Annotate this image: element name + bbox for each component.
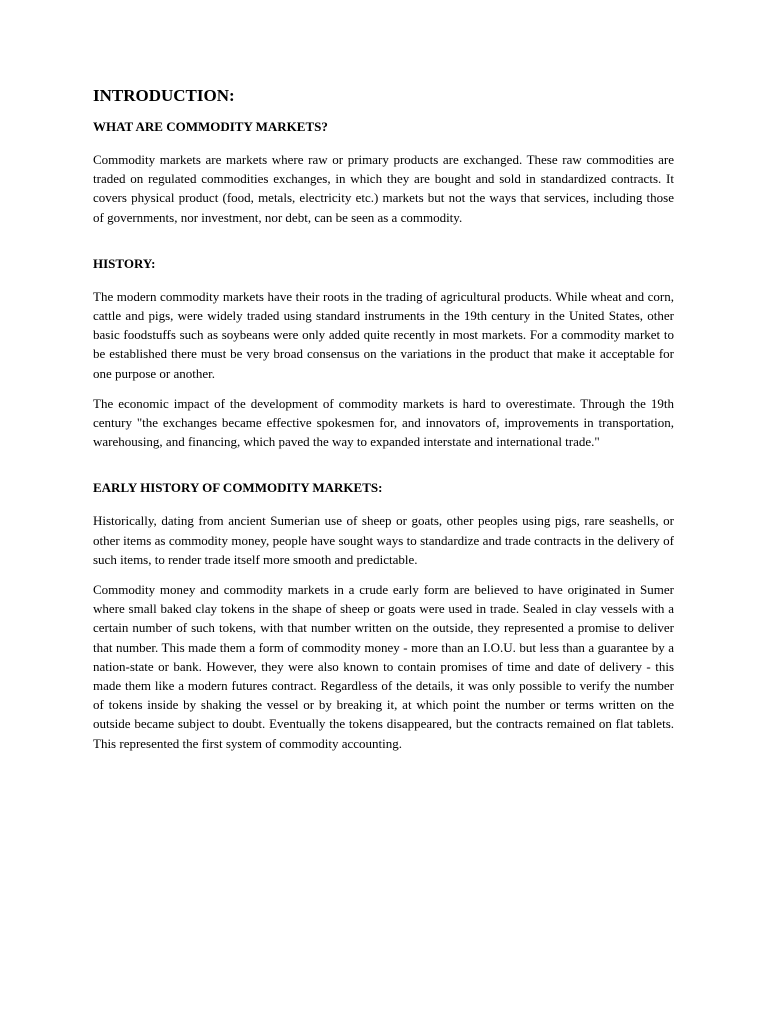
paragraph: The economic impact of the development of commodity markets is hard to overestimate. Through the 19th century "the exchanges became effective spokesmen for, and innovators of, improvements in transportation, warehousing, and financing, which paved the way to expanded interstate and international trade." (93, 395, 674, 450)
section-heading-early-history: EARLY HISTORY OF COMMODITY MARKETS: (93, 480, 383, 496)
section-heading-history: HISTORY: (93, 255, 156, 271)
paragraph: Historically, dating from ancient Sumerian use of sheep or goats, other peoples using pigs, rare seashells, or other items as commodity money, people have sought ways to standardize and trade contracts in the delivery of such items, to render trade itself more smooth and predictable. (93, 513, 674, 567)
paragraph: The modern commodity markets have their roots in the trading of agricultural products. While wheat and corn, cattle and pigs, were widely traded using standard instruments in the 19th century in the United States, other basic foodstuffs such as soybeans were only added quite recently in most markets. For a commodity market to be established there must be very broad consensus on the variations in the product that make it acceptable for one purpose or another. (93, 288, 674, 381)
document-page (93, 86, 674, 764)
section-heading-what-are-commodity-markets: WHAT ARE COMMODITY MARKETS? (93, 119, 328, 134)
document-title: INTRODUCTION: (93, 86, 235, 105)
paragraph: Commodity markets are markets where raw or primary products are exchanged. These raw commodities are traded on regulated commodities exchanges, in which they are bought and sold in standardized contracts. It covers physical product (food, metals, electricity etc.) markets but not the ways that services, including those of governments, nor investment, nor debt, can be seen as a commodity. (93, 152, 674, 225)
paragraph: Commodity money and commodity markets in a crude early form are believed to have originated in Sumer where small baked clay tokens in the shape of sheep or goats were used in trade. Sealed in clay vessels with a certain number of such tokens, with that number written on the outside, they represented a promise to deliver that number. This made them a form of commodity money - more than an I.O.U. but less than a guarantee by a nation-state or bank. However, they were also known to contain promises of time and date of delivery - this made them like a modern futures contract. Regardless of the details, it was only possible to verify the number of tokens inside by shaking the vessel or by breaking it, at which point the number or terms written on the outside became subject to doubt. Eventually the tokens disappeared, but the contracts remained on flat tablets. This represented the first system of commodity accounting. (93, 582, 674, 751)
